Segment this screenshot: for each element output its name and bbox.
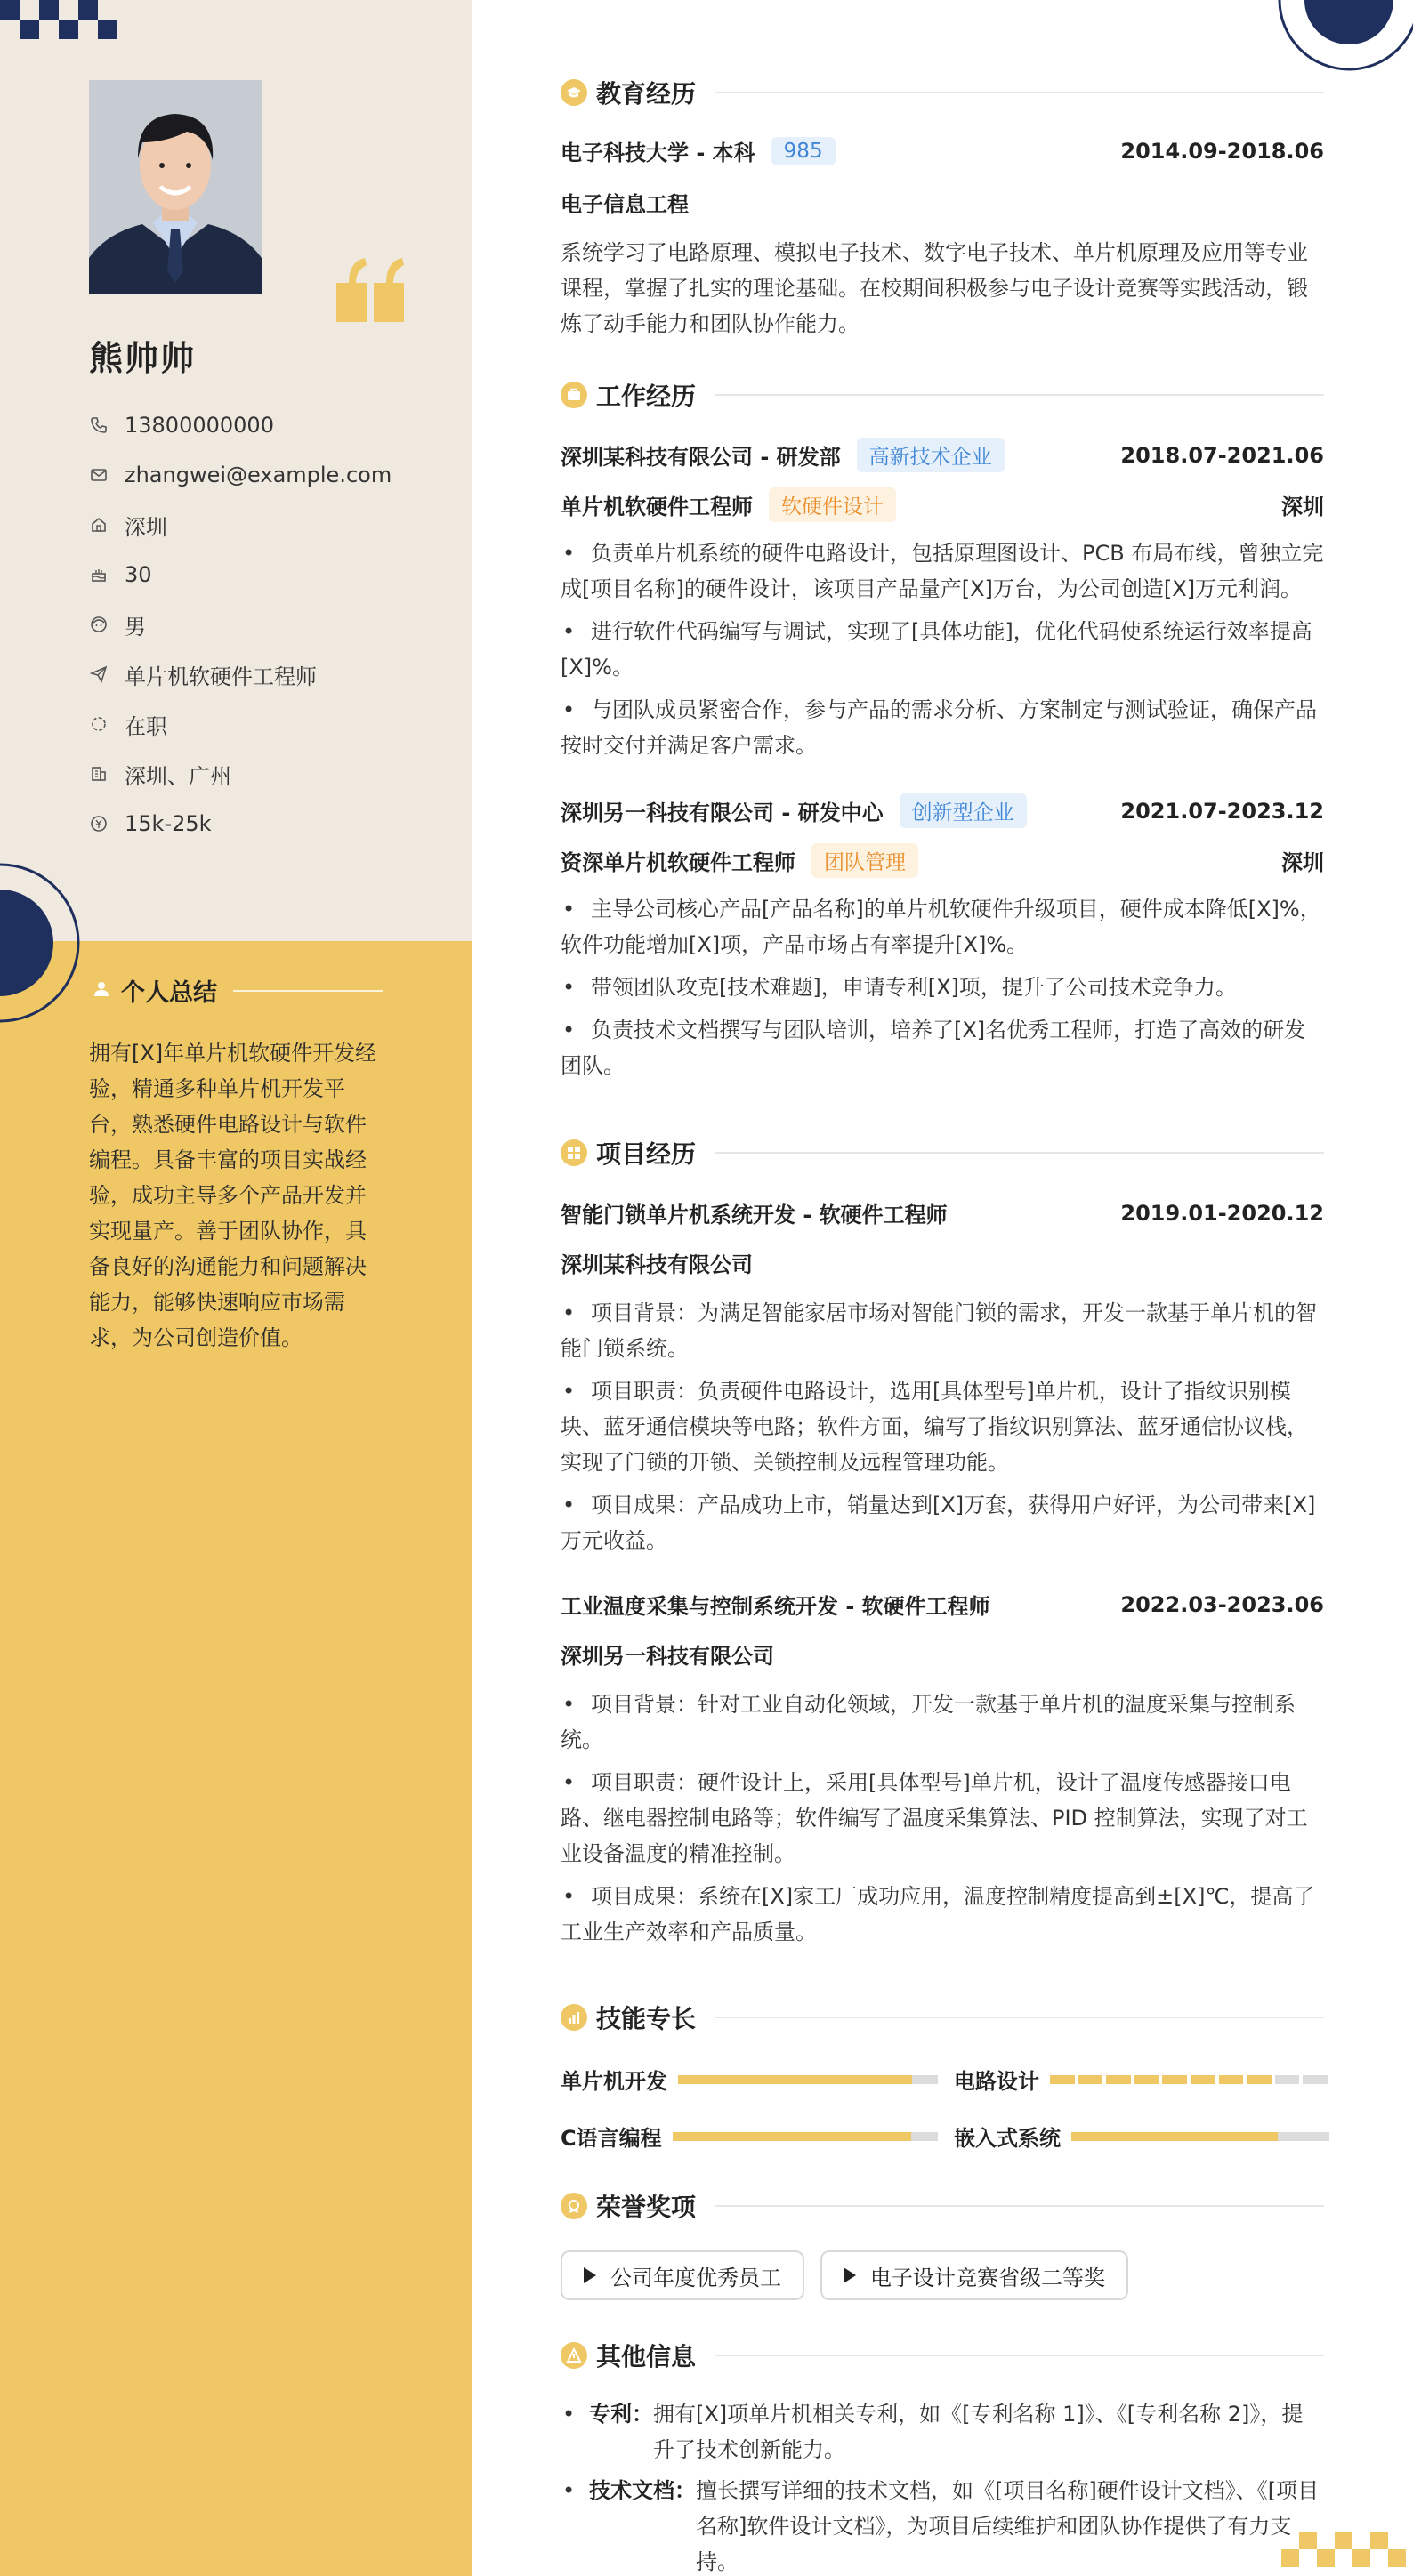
projects-heading (561, 1135, 1324, 1171)
list-item: • 进行软件代码编写与调试，实现了[具体功能]，优化代码使系统运行效率提高[X]%。 (561, 614, 1324, 685)
job-2-company-row (561, 793, 1324, 828)
list-item: • 项目背景：针对工业自动化领域，开发一款基于单片机的温度采集与控制系统。 (561, 1686, 1324, 1758)
project-1-row (561, 1197, 1324, 1228)
skill-bar (1071, 2132, 1329, 2141)
skills-heading (561, 2000, 1324, 2035)
project-date: 2019.01-2020.12 (1120, 1200, 1324, 1226)
project-company: 深圳某科技有限公司 (561, 1252, 753, 1277)
cities-text: 深圳、广州 (125, 763, 231, 789)
education-description: 系统学习了电路原理、模拟电子技术、数字电子技术、单片机原理及应用等专业课程，掌握了扎实的理论基础。在校期间积极参与电子设计竞赛等实践活动，锻炼了动手能力和团队协作能力。 (561, 240, 1308, 336)
list-item: • 项目职责：负责硬件电路设计，选用[具体型号]单片机，设计了指纹识别模块、蓝牙通信模块等电路；软件方面，编写了指纹识别算法、蓝牙通信协议栈，实现了门锁的开锁、关锁控制及远程管理功能。 (561, 1373, 1324, 1480)
list-item: • 负责技术文档撰写与团队培训，培养了[X]名优秀工程师，打造了高效的研发团队。 (561, 1012, 1324, 1083)
skill-bar-segmented (1050, 2075, 1328, 2084)
cake-icon (89, 565, 109, 584)
job-position: 单片机软硬件工程师 (561, 495, 753, 519)
list-item: • 带领团队攻克[技术难题]，申请专利[X]项，提升了公司技术竞争力。 (561, 970, 1324, 1005)
job-position-tag: 团队管理 (811, 843, 918, 878)
quote-icon (336, 258, 404, 322)
skill-segment (1162, 2075, 1187, 2084)
phone-icon (89, 415, 109, 435)
job-1-position-row (561, 487, 1324, 522)
job-company-tag: 高新技术企业 (857, 438, 1005, 472)
work-divider (715, 394, 1324, 396)
skill-segment (1134, 2075, 1159, 2084)
education-row (561, 135, 1324, 166)
job-city: 深圳 (1281, 850, 1324, 875)
other-list (561, 2396, 1324, 2576)
job-company: 深圳另一科技有限公司 - 研发中心 (561, 801, 884, 825)
info-status (89, 699, 392, 749)
circle-decoration-left (0, 863, 80, 1023)
medal-icon (561, 2193, 587, 2219)
education-divider (715, 92, 1324, 93)
profile-name: 熊帅帅 (89, 339, 197, 378)
list-item: • 项目成果：系统在[X]家工厂成功应用，温度控制精度提高到±[X]℃，提高了工业生产效率和产品质量。 (561, 1879, 1324, 1950)
home-icon (89, 515, 109, 535)
email-text: zhangwei@example.com (125, 463, 392, 487)
skill-item (954, 2064, 1328, 2095)
skills-title: 技能专长 (596, 2004, 697, 2033)
school-tag: 985 (771, 137, 836, 165)
skill-name: 嵌入式系统 (954, 2126, 1061, 2151)
job-company: 深圳某科技有限公司 - 研发部 (561, 445, 841, 470)
other-heading (561, 2338, 1324, 2373)
salary-text: 15k-25k (125, 811, 212, 836)
list-item: • 项目职责：硬件设计上，采用[具体型号]单片机，设计了温度传感器接口电路、继电器控制电路等；软件编写了温度采集算法、PID 控制算法，实现了对工业设备温度的精准控制。 (561, 1765, 1324, 1872)
status-icon (89, 714, 109, 734)
info-email (89, 450, 392, 500)
phone-text: 13800000000 (125, 413, 274, 438)
status-text: 在职 (125, 713, 167, 739)
skill-name: 电路设计 (954, 2069, 1039, 2094)
info-gender (89, 600, 392, 649)
job-position: 资深单片机软硬件工程师 (561, 850, 795, 875)
grid-icon (561, 1139, 587, 1166)
list-item: • 项目背景：为满足智能家居市场对智能门锁的需求，开发一款基于单片机的智能门锁系统。 (561, 1295, 1324, 1366)
job-date: 2021.07-2023.12 (1120, 798, 1324, 824)
skill-segment (1050, 2075, 1075, 2084)
coin-icon (89, 814, 109, 833)
skill-bar (673, 2132, 938, 2141)
job-2-position-row (561, 843, 1324, 878)
job-position-tag: 软硬件设计 (769, 487, 896, 522)
gender-icon (89, 615, 109, 634)
education-major: 电子信息工程 (561, 192, 689, 217)
project-name: 智能门锁单片机系统开发 - 软硬件工程师 (561, 1203, 948, 1228)
list-item: • 负责单片机系统的硬件电路设计，包括原理图设计、PCB 布局布线，曾独立完成[项目名称]的硬件设计，该项目产品量产[X]万台，为公司创造[X]万元利润。 (561, 535, 1324, 607)
summary-heading (93, 973, 383, 1008)
skill-segment (1303, 2075, 1328, 2084)
skill-segment (1106, 2075, 1131, 2084)
job-city: 深圳 (1281, 495, 1324, 519)
project-name: 工业温度采集与控制系统开发 - 软硬件工程师 (561, 1594, 990, 1619)
job-date: 2018.07-2021.06 (1120, 442, 1324, 468)
project-date: 2022.03-2023.06 (1120, 1591, 1324, 1617)
skill-segment (1191, 2075, 1215, 2084)
gender-text: 男 (125, 614, 146, 640)
list-item: • 技术文档： 擅长撰写详细的技术文档，如《[项目名称]硬件设计文档》、《[项目名称]软件设计文档》，为项目后续维护和团队协作提供了有力支持。 (561, 2473, 1324, 2576)
award-label: 电子设计竞赛省级二等奖 (870, 2265, 1105, 2290)
other-label: 技术文档： (589, 2478, 696, 2503)
contact-info-list (89, 400, 392, 849)
project-2-company-row (561, 1638, 1324, 1670)
info-cities (89, 749, 392, 799)
education-date: 2014.09-2018.06 (1120, 138, 1324, 164)
other-label: 专利： (589, 2402, 653, 2427)
list-item: • 与团队成员紧密合作，参与产品的需求分析、方案制定与测试验证，确保产品按时交付并满足客户需求。 (561, 692, 1324, 763)
info-icon (561, 2342, 587, 2369)
job-text: 单片机软硬件工程师 (125, 664, 317, 689)
avatar (89, 80, 262, 294)
location-text: 深圳 (125, 514, 167, 540)
summary-text: 拥有[X]年单片机软硬件开发经验，精通多种单片机开发平台，熟悉硬件电路设计与软件编程。具备丰富的项目实战经验，成功主导多个产品开发并实现量产。善于团队协作，具备良好的沟通能力和问题解决能力，能够快速响应市场需求，为公司创造价值。 (89, 1041, 377, 1350)
job-1-bullets (561, 535, 1324, 770)
user-icon (93, 980, 110, 1002)
sidebar (0, 0, 472, 2576)
age-text: 30 (125, 562, 152, 587)
project-1-company-row (561, 1247, 1324, 1278)
circle-decoration-top-right (1276, 0, 1413, 71)
info-salary (89, 799, 392, 849)
honors-heading (561, 2188, 1324, 2224)
info-location (89, 500, 392, 550)
graduation-icon (561, 79, 587, 106)
skill-segment (1219, 2075, 1244, 2084)
skill-bar-fill (1071, 2132, 1278, 2141)
education-heading (561, 75, 1324, 110)
skill-segment (1247, 2075, 1272, 2084)
info-age (89, 550, 392, 600)
honors-divider (715, 2205, 1324, 2207)
work-heading (561, 377, 1324, 413)
other-text: 擅长撰写详细的技术文档，如《[项目名称]硬件设计文档》、《[项目名称]软件设计文档》，为项目后续维护和团队协作提供了有力支持。 (696, 2478, 1320, 2574)
award-label: 公司年度优秀员工 (610, 2265, 781, 2290)
info-phone (89, 400, 392, 450)
other-title: 其他信息 (596, 2342, 697, 2371)
building-icon (89, 764, 109, 784)
other-divider (715, 2355, 1324, 2356)
list-item: • 专利： 拥有[X]项单片机相关专利，如《[专利名称 1]》、《[专利名称 2]》，提升了技术创新能力。 (561, 2396, 1324, 2467)
skill-item (561, 2064, 938, 2095)
skill-segment (1078, 2075, 1103, 2084)
project-2-row (561, 1589, 1324, 1620)
project-1-bullets (561, 1295, 1324, 1566)
play-icon (584, 2267, 596, 2283)
work-title: 工作经历 (596, 382, 697, 411)
project-2-bullets (561, 1686, 1324, 1957)
education-major-row (561, 187, 1324, 218)
project-company: 深圳另一科技有限公司 (561, 1644, 774, 1669)
award-chip (561, 2250, 804, 2300)
list-item: • 主导公司核心产品[产品名称]的单片机软硬件升级项目，硬件成本降低[X]%，软件功能增加[X]项，产品市场占有率提升[X]%。 (561, 891, 1324, 962)
school-name: 电子科技大学 - 本科 (561, 141, 755, 165)
send-icon (89, 664, 109, 684)
projects-divider (715, 1152, 1324, 1154)
skill-bar-fill (673, 2132, 911, 2141)
job-2-bullets (561, 891, 1324, 1091)
job-1-company-row (561, 438, 1324, 472)
awards-list (561, 2250, 1128, 2300)
skill-bar-fill (678, 2075, 912, 2084)
play-icon (844, 2267, 856, 2283)
projects-title: 项目经历 (596, 1139, 697, 1169)
info-job (89, 649, 392, 699)
list-item: • 项目成果：产品成功上市，销量达到[X]万套，获得用户好评，为公司带来[X]万元收益。 (561, 1487, 1324, 1558)
skill-name: C语言编程 (561, 2126, 662, 2151)
briefcase-icon (561, 382, 587, 408)
skill-bar (678, 2075, 938, 2084)
mail-icon (89, 465, 109, 485)
skill-segment (1275, 2075, 1300, 2084)
other-text: 拥有[X]项单片机相关专利，如《[专利名称 1]》、《[专利名称 2]》，提升了技术创新能力。 (653, 2402, 1304, 2462)
education-title: 教育经历 (596, 79, 697, 109)
skill-item (954, 2121, 1329, 2152)
skill-icon (561, 2004, 587, 2031)
job-company-tag: 创新型企业 (900, 793, 1027, 828)
award-chip (820, 2250, 1128, 2300)
summary-divider (233, 990, 383, 992)
skills-divider (715, 2017, 1324, 2018)
skill-item (561, 2121, 938, 2152)
skill-name: 单片机开发 (561, 2069, 667, 2094)
honors-title: 荣誉奖项 (596, 2193, 697, 2222)
summary-title: 个人总结 (121, 979, 217, 1007)
